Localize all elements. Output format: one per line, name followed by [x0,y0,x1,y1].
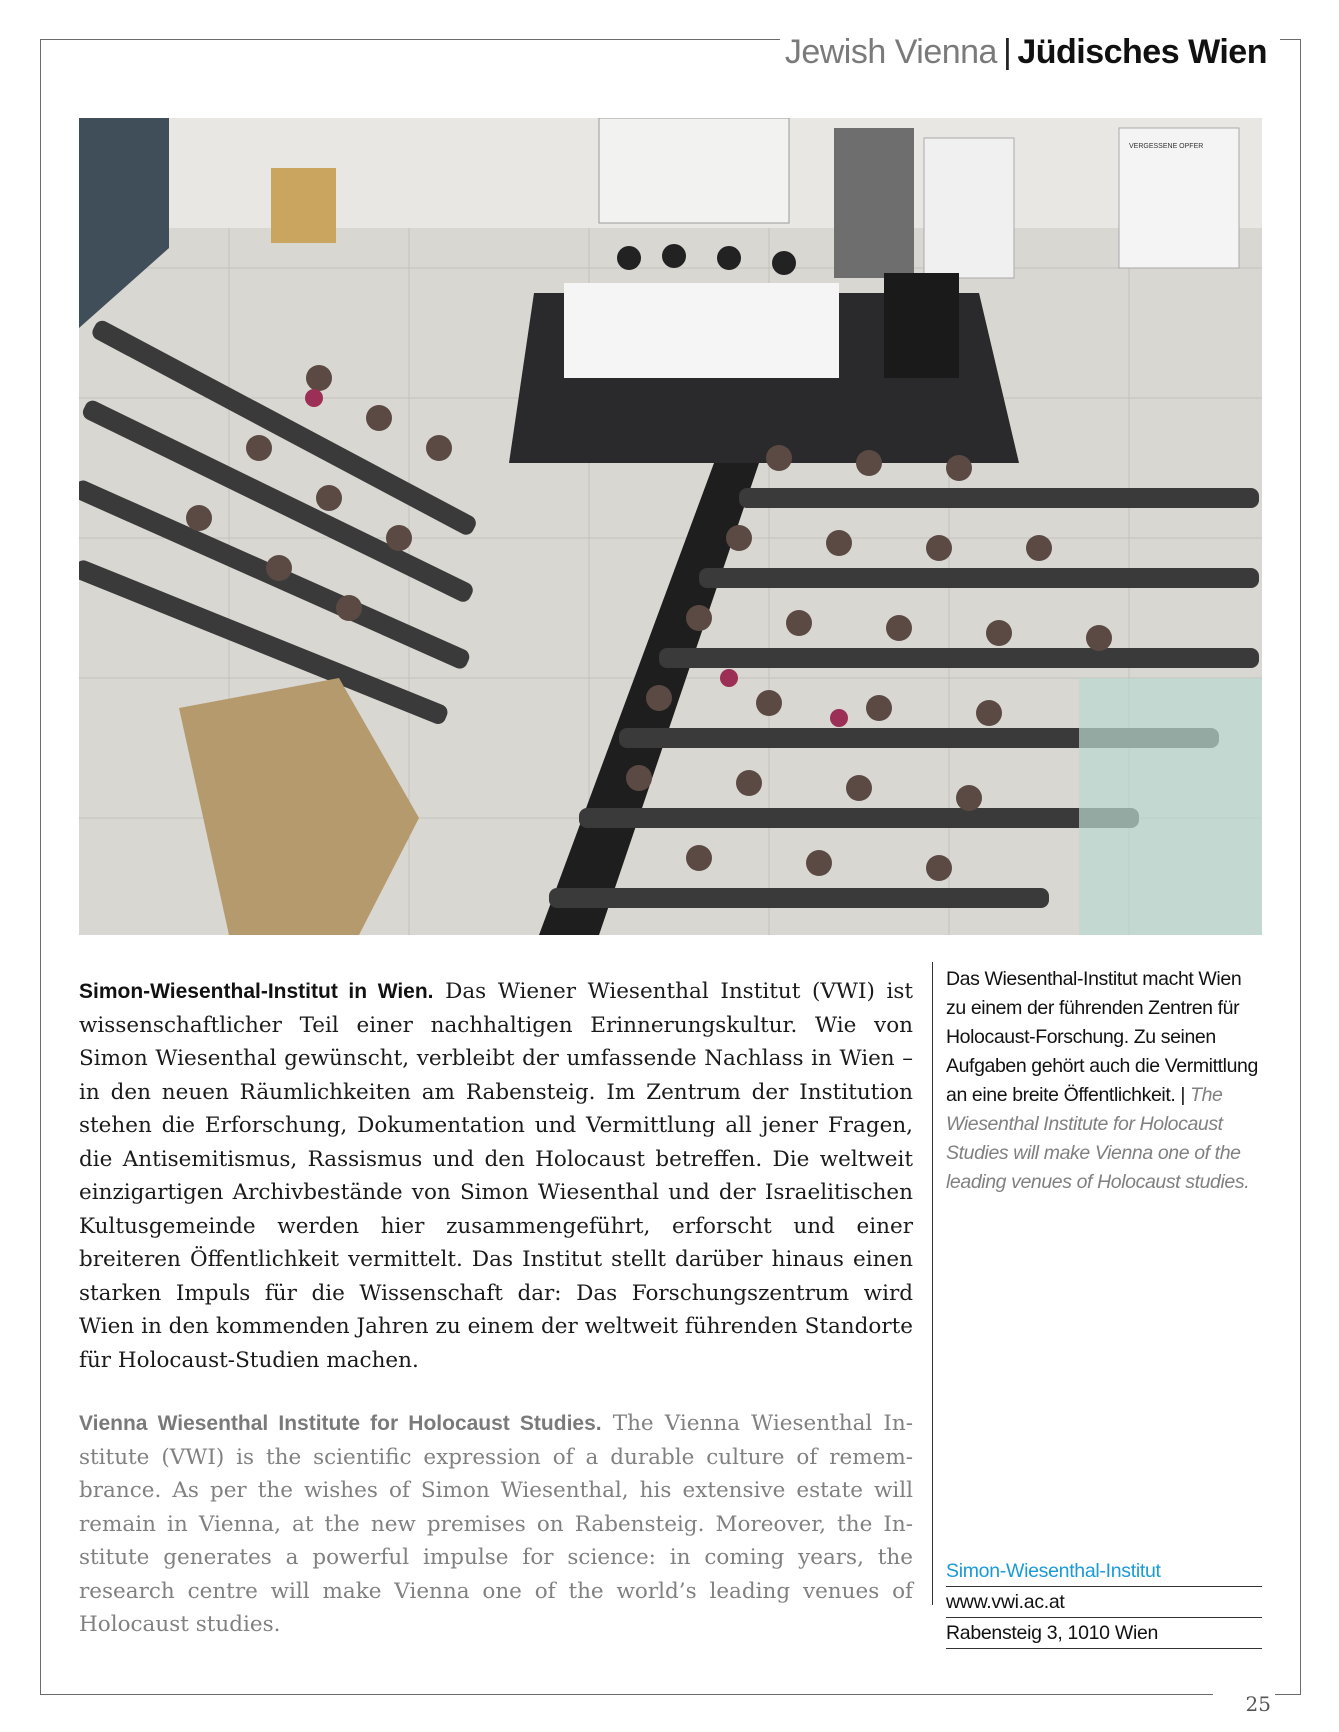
sidebar-german: Das Wiesenthal-Institut macht Wien zu einem der führenden Zentren für Holocaust-Forschung. Zu seinen Aufgaben gehört auch die Vermittlung an eine breite Öffentlichkeit. [946,968,1258,1106]
conference-photo [79,118,1262,935]
article-english-lead: Vienna Wiesenthal Institute for Holocaust Studies. [79,1412,602,1435]
frame-bottom-right [1275,1694,1301,1695]
article-column [79,975,913,1642]
header-title-de: Jüdisches Wien [1017,33,1267,71]
article-english [79,1407,913,1642]
sidebar-separator: | [1175,1084,1191,1106]
frame-left [40,39,41,1695]
article-german-lead: Simon-Wiesenthal-Institut in Wien. [79,980,434,1003]
board-text: VERGESSENE OPFER [1129,143,1204,150]
article-german [79,975,913,1377]
contact-box [946,1556,1262,1649]
contact-organization: Simon-Wiesenthal-Institut [946,1556,1262,1587]
sidebar-caption [946,965,1262,1197]
sidebar-english: The Wiesenthal Institute for Holocaust Studies will make Vienna one of the leading venues of Holocaust studies. [946,1084,1250,1193]
frame-bottom-left [40,1694,1213,1695]
contact-address: Rabensteig 3, 1010 Wien [946,1618,1262,1649]
article-german-body: Das Wiener Wiesenthal Institut (VWI) ist wissenschaftlicher Teil einer nachhaltigen Erinnerungskultur. Wie von Simon Wiesenthal gewünscht, verbleibt der umfassende Nachlass in Wien – in den neuen Räumlichkeiten am Rabensteig. Im Zentrum der Institution stehen die Erforschung, Dokumentation und Vermittlung all jener Fragen, die Antisemitismus, Rassismus und den Holocaust betreffen. Die weltweit einzigartigen Archivbestände von Simon Wiesenthal und der Israelitischen Kultusgemeinde werden hier zusammengeführt, erforscht und einer breiteren Öffentlichkeit vermittelt. Das Institut stellt darüber hinaus einen starken Impuls für die Wissenschaft dar: Das Forschungszentrum wird Wien in den kommenden Jahren zu einem der weltweit führenden Standorte für Holocaust-Studien machen. [79,979,914,1373]
frame-right [1300,39,1301,1695]
header-separator: | [1002,33,1012,71]
column-divider [932,962,933,1605]
contact-website-link[interactable]: www.vwi.ac.at [946,1587,1262,1618]
photo-icon [79,118,1262,935]
article-english-body: The Vienna Wiesenthal Institute (VWI) is the scientific expression of a durable culture of remembrance. As per the wishes of Simon Wiesenthal, his extensive estate will remain in Vienna, at the new premises on Rabensteig. Moreover, the Institute generates a powerful impulse for science: in coming years, the research centre will make Vienna one of the world’s leading venues of Holocaust studies. [79,1411,913,1637]
running-header [785,32,1267,72]
page-number: 25 [1245,1692,1271,1716]
frame-top-right [1280,39,1301,40]
frame-top-left [40,39,780,40]
header-title-en: Jewish Vienna [784,33,997,71]
